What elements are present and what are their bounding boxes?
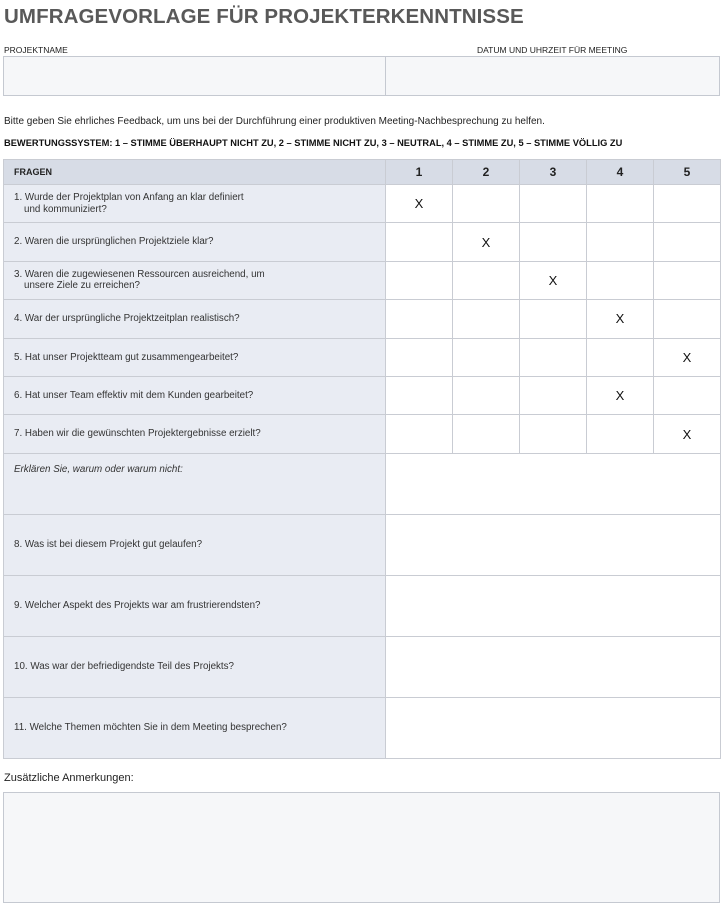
score-cell[interactable]: X	[654, 415, 721, 453]
score-cell[interactable]	[520, 415, 587, 453]
open-question-text: 11. Welche Themen möchten Sie in dem Meeting besprechen?	[4, 697, 386, 758]
open-answer-field[interactable]	[386, 514, 721, 575]
score-cell[interactable]	[587, 338, 654, 376]
header-questions: FRAGEN	[4, 160, 386, 185]
survey-table	[3, 159, 721, 759]
explain-answer-field[interactable]	[386, 453, 721, 514]
question-line: 5. Hat unser Projektteam gut zusammengearbeitet?	[14, 351, 239, 363]
score-cell[interactable]	[453, 376, 520, 414]
question-text	[4, 415, 386, 453]
score-cell[interactable]	[386, 338, 453, 376]
open-question-text: 10. Was war der befriedigendste Teil des Projekts?	[4, 636, 386, 697]
page-title: UMFRAGEVORLAGE FÜR PROJEKTERKENNTNISSE	[4, 5, 524, 28]
meeting-datetime-label: DATUM UND UHRZEIT FÜR MEETING	[477, 45, 628, 55]
question-line: 3. Waren die zugewiesenen Ressourcen ausreichend, um	[14, 268, 265, 280]
score-cell[interactable]	[386, 261, 453, 299]
score-cell[interactable]: X	[654, 338, 721, 376]
open-answer-field[interactable]	[386, 636, 721, 697]
notes-label: Zusätzliche Anmerkungen:	[4, 772, 134, 784]
header-score-1: 1	[386, 160, 453, 185]
score-cell[interactable]	[453, 185, 520, 223]
rating-system-legend: BEWERTUNGSSYSTEM: 1 – STIMME ÜBERHAUPT NICHT ZU, 2 – STIMME NICHT ZU, 3 – NEUTRAL, 4 – STIMME ZU, 5 – STIMME VÖLLIG ZU	[4, 138, 623, 148]
question-line-continued: und kommuniziert?	[24, 203, 107, 215]
score-cell[interactable]	[386, 300, 453, 338]
open-question-row	[4, 514, 721, 575]
score-cell[interactable]	[453, 300, 520, 338]
explain-prompt: Erklären Sie, warum oder warum nicht:	[4, 453, 386, 514]
question-line: 1. Wurde der Projektplan von Anfang an klar definiert	[14, 192, 244, 204]
score-cell[interactable]	[654, 261, 721, 299]
score-cell[interactable]	[453, 415, 520, 453]
open-question-row	[4, 636, 721, 697]
question-text	[4, 185, 386, 223]
score-cell[interactable]	[386, 376, 453, 414]
question-line-continued: unsere Ziele zu erreichen?	[24, 280, 140, 292]
score-cell[interactable]: X	[520, 261, 587, 299]
open-question-text: 9. Welcher Aspekt des Projekts war am frustrierendsten?	[4, 575, 386, 636]
table-header-row	[4, 160, 721, 185]
score-cell[interactable]	[654, 376, 721, 414]
header-score-2: 2	[453, 160, 520, 185]
question-row	[4, 376, 721, 414]
open-question-row	[4, 697, 721, 758]
score-cell[interactable]	[386, 223, 453, 261]
project-name-field[interactable]	[3, 56, 386, 96]
score-cell[interactable]	[587, 415, 654, 453]
explain-row	[4, 453, 721, 514]
score-cell[interactable]	[453, 261, 520, 299]
question-row	[4, 223, 721, 261]
question-text	[4, 223, 386, 261]
header-score-3: 3	[520, 160, 587, 185]
open-question-text: 8. Was ist bei diesem Projekt gut gelaufen?	[4, 514, 386, 575]
score-cell[interactable]	[654, 223, 721, 261]
score-cell[interactable]	[587, 261, 654, 299]
score-cell[interactable]	[520, 185, 587, 223]
score-cell[interactable]	[654, 300, 721, 338]
question-row	[4, 415, 721, 453]
score-cell[interactable]	[520, 223, 587, 261]
open-answer-field[interactable]	[386, 697, 721, 758]
open-question-row	[4, 575, 721, 636]
question-row	[4, 261, 721, 299]
question-row	[4, 338, 721, 376]
question-text	[4, 338, 386, 376]
score-cell[interactable]: X	[587, 300, 654, 338]
score-cell[interactable]: X	[587, 376, 654, 414]
score-cell[interactable]	[587, 185, 654, 223]
question-row	[4, 185, 721, 223]
score-cell[interactable]	[520, 338, 587, 376]
intro-text: Bitte geben Sie ehrliches Feedback, um uns bei der Durchführung einer produktiven Meeting-Nachbesprechung zu helfen.	[4, 116, 545, 127]
question-line: 4. War der ursprüngliche Projektzeitplan realistisch?	[14, 313, 240, 325]
score-cell[interactable]: X	[386, 185, 453, 223]
question-text	[4, 300, 386, 338]
score-cell[interactable]	[453, 338, 520, 376]
project-name-label: PROJEKTNAME	[4, 45, 68, 55]
open-answer-field[interactable]	[386, 575, 721, 636]
meeting-datetime-field[interactable]	[385, 56, 720, 96]
question-text	[4, 261, 386, 299]
score-cell[interactable]	[520, 376, 587, 414]
header-score-4: 4	[587, 160, 654, 185]
score-cell[interactable]	[654, 185, 721, 223]
question-text	[4, 376, 386, 414]
score-cell[interactable]	[587, 223, 654, 261]
score-cell[interactable]	[520, 300, 587, 338]
score-cell[interactable]: X	[453, 223, 520, 261]
header-score-5: 5	[654, 160, 721, 185]
score-cell[interactable]	[386, 415, 453, 453]
question-line: 6. Hat unser Team effektiv mit dem Kunden gearbeitet?	[14, 389, 254, 401]
question-line: 2. Waren die ursprünglichen Projektziele klar?	[14, 236, 214, 248]
question-line: 7. Haben wir die gewünschten Projektergebnisse erzielt?	[14, 428, 261, 440]
question-row	[4, 300, 721, 338]
notes-field[interactable]	[3, 792, 720, 903]
